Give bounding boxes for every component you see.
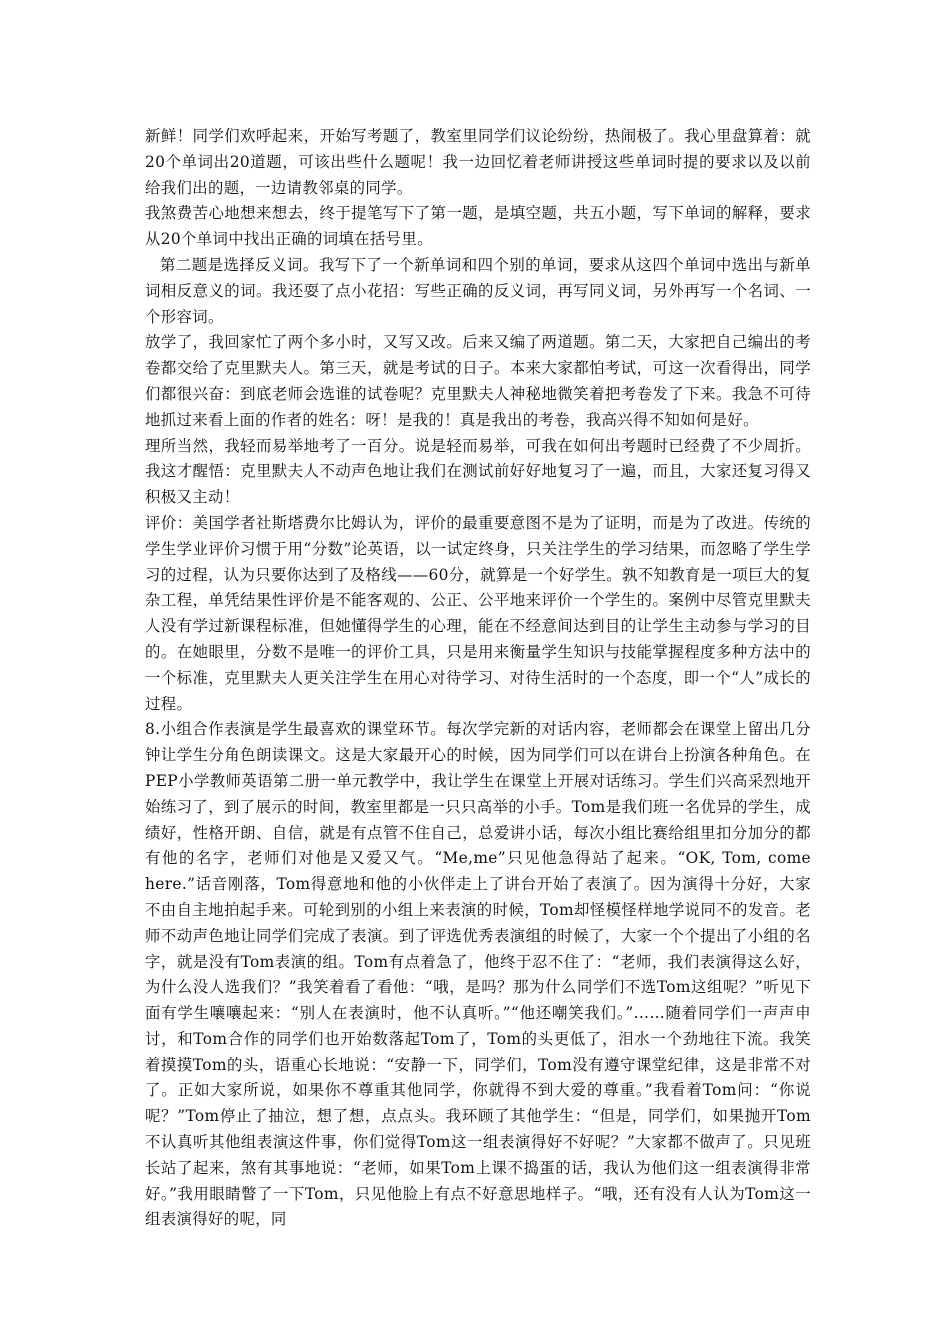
paragraph-second-question: 第二题是选择反义词。我写下了一个新单词和四个别的单词，要求从这四个单词中选出与新单词相反意义的词。我还耍了点小花招：写些正确的反义词，再写同义词，另外再写一个名词、一个形容词。 (145, 255, 811, 326)
paragraph-hundred-score: 理所当然，我轻而易举地考了一百分。说是轻而易举，可我在如何出考题时已经费了不少周折。我这才醒悟：克里默夫人不动声色地让我们在测试前好好地复习了一遍，而且，大家还复习得又积极又主动！ (145, 436, 811, 507)
paragraph-after-school: 放学了，我回家忙了两个多小时，又写又改。后来又编了两道题。第二天，大家把自己编出的考卷都交给了克里默夫人。第三天，就是考试的日子。本来大家都怕考试，可这一次看得出，同学们都很兴奋：到底老师会选谁的试卷呢？克里默夫人神秘地微笑着把考卷发了下来。我急不可待地抓过来看上面的作者的姓名：呀！是我的！真是我出的考卷，我高兴得不知如何是好。 (145, 333, 811, 429)
paragraph-exam-intro: 新鲜！同学们欢呼起来，开始写考题了，教室里同学们议论纷纷，热闹极了。我心里盘算着：就20个单词出20道题，可该出些什么题呢！我一边回忆着老师讲授这些单词时提的要求以及以前给我们出的题，一边请教邻桌的同学。 (145, 127, 811, 197)
paragraph-case-8: 8.小组合作表演是学生最喜欢的课堂环节。每次学完新的对话内容，老师都会在课堂上留出几分钟让学生分角色朗读课文。这是大家最开心的时候，因为同学们可以在讲台上扮演各种角色。在PEP小学教师英语第二册一单元教学中，我让学生在课堂上开展对话练习。学生们兴高采烈地开始练习了，到了展示的时间，教室里都是一只只高举的小手。Tom是我们班一名优异的学生，成绩好，性格开朗、自信，就是有点管不住自己，总爱讲小话，每次小组比赛给组里扣分加分的都有他的名字，老师们对他是又爱又气。“Me,me”只见他急得站了起来。“OK, Tom, come here.”话音刚落，Tom得意地和他的小伙伴走上了讲台开始了表演了。因为演得十分好，大家不由自主地拍起手来。可轮到别的小组上来表演的时候，Tom却怪模怪样地学说同不的发音。老师不动声色地让同学们完成了表演。到了评选优秀表演组的时候了，大家一个个提出了小组的名字，就是没有Tom表演的组。Tom有点着急了，他终于忍不住了：“老师，我们表演得这么好，为什么没人选我们？”我笑着看了看他：“哦，是吗？那为什么同学们不选Tom这组呢？”听见下面有学生嚷嚷起来：“别人在表演时，他不认真听。”“他还嘲笑我们。”……随着同学们一声声申讨，和Tom合作的同学们也开始数落起Tom了，Tom的头更低了，泪水一个劲地往下流。我笑着摸摸Tom的头，语重心长地说：“安静一下，同学们，Tom没有遵守课堂纪律，这是非常不对了。正如大家所说，如果你不尊重其他同学，你就得不到大爱的尊重。”我看着Tom问：“你说呢？”Tom停止了抽泣，想了想，点点头。我环顾了其他学生：“但是，同学们，如果抛开Tom不认真听其他组表演这件事，你们觉得Tom这一组表演得好不好呢？”大家都不做声了。只见班长站了起来，煞有其事地说：“老师，如果Tom上课不捣蛋的话，我认为他们这一组表演得非常好。”我用眼睛瞥了一下Tom，只见他脸上有点不好意思地样子。“哦，还有没有人认为Tom这一组表演得好的呢，同 (145, 720, 811, 1229)
paragraph-first-question: 我煞费苦心地想来想去，终于提笔写下了第一题，是填空题，共五小题，写下单词的解释，要求从20个单词中找出正确的词填在括号里。 (145, 204, 811, 249)
document-page (145, 124, 811, 1233)
paragraph-evaluation: 评价：美国学者社斯塔费尔比姆认为，评价的最重要意图不是为了证明，而是为了改进。传统的学生学业评价习惯于用“分数”论英语，以一试定终身，只关注学生的学习结果，而忽略了学生学习的过程，认为只要你达到了及格线——60分，就算是一个好学生。孰不知教育是一项巨大的复杂工程，单凭结果性评价是不能客观的、公正、公平地来评价一个学生的。案例中尽管克里默夫人没有学过新课程标准，但她懂得学生的心理，能在不经意间达到目的让学生主动参与学习的目的。在她眼里，分数不是唯一的评价工具，只是用来衡量学生知识与技能掌握程度多种方法中的一个标准，克里默夫人更关注学生在用心对待学习、对待生活时的一个态度，即一个“人”成长的过程。 (145, 513, 811, 713)
